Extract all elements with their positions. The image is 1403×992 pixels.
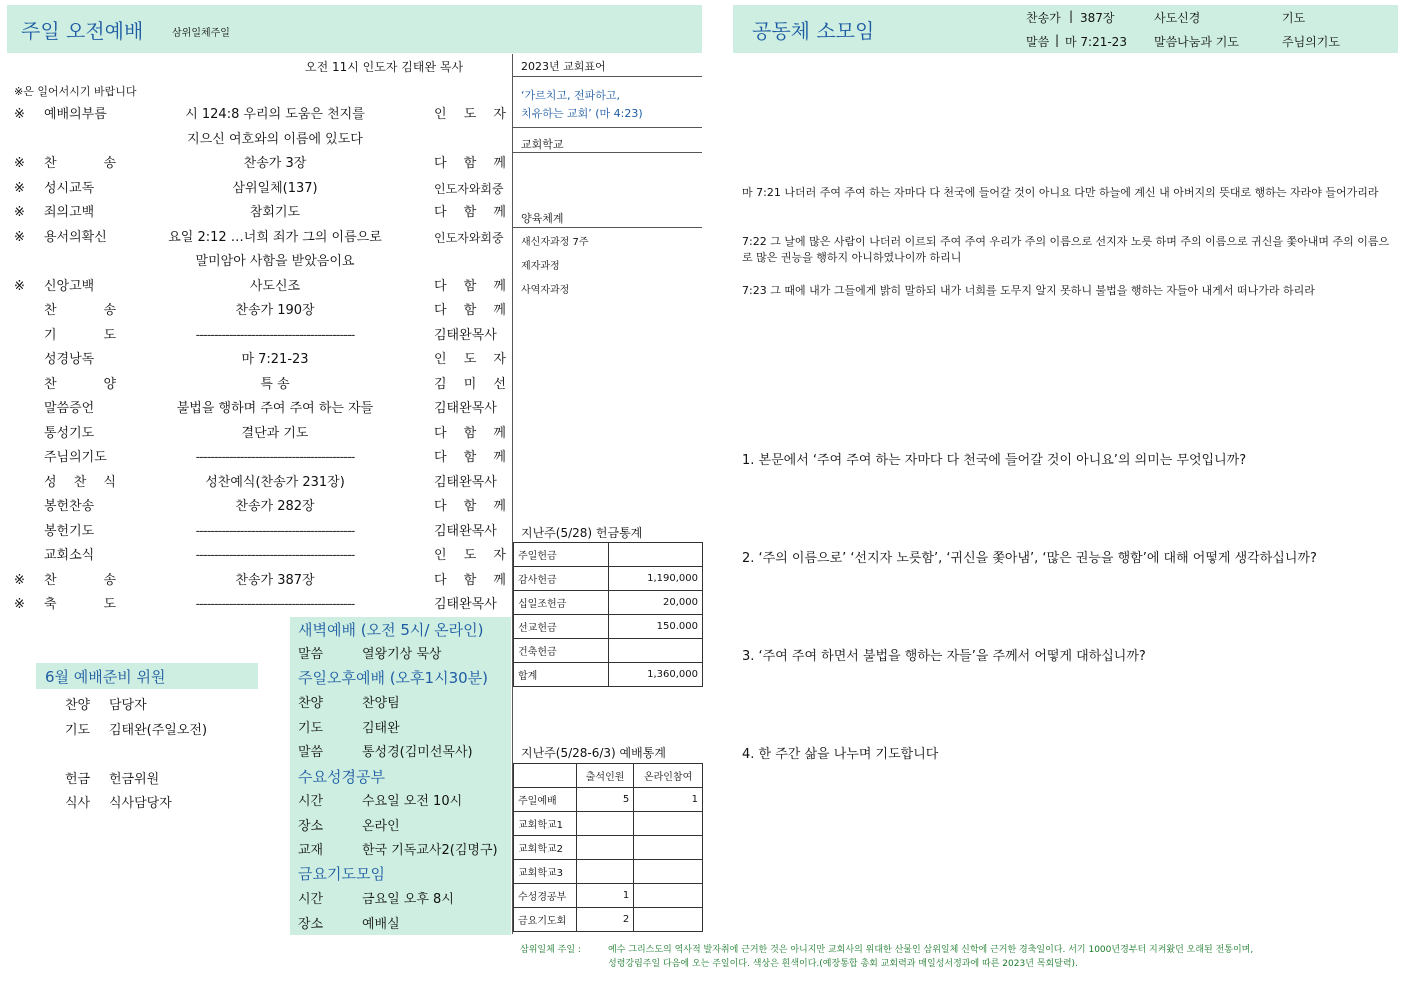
dawn-word-label: 말씀 [298,647,324,662]
order-item: 교회소식 [44,548,95,563]
order-content: ------------------------------------------- [195,548,355,563]
order-leader: 인도자와회중 [434,230,504,245]
order-row [0,397,512,421]
order-row [0,544,512,568]
order-item: 성경낭독 [44,352,95,367]
order-content: 요일 2:12 …너희 죄가 그의 이름으로 [168,229,382,245]
order-row [0,348,512,372]
service-value: 금요일 오후 8시 [362,892,454,907]
verse-23: 7:23 그 때에 내가 그들에게 밝히 말하되 내가 너희를 도무지 알지 못하니 불법을 행하는 자들아 내게서 떠나가라 하리라 [742,284,1315,297]
attendance-online [634,908,703,932]
left-header [7,5,702,53]
order-leader: 김태완목사 [434,523,497,539]
footnote-label: 삼위일체 주일 : [520,945,581,955]
lords-prayer: 주님의기도 [1282,35,1340,49]
order-content: 시 124:8 우리의 도움은 천지를 [185,107,365,122]
attendance-row [514,812,703,836]
question-4: 4. 한 주간 삶을 나누며 기도합니다 [742,747,939,762]
stand-mark: ※ [14,278,25,294]
offering-row [514,663,703,687]
order-item: 예배의부름 [44,107,107,122]
offering-row [514,543,703,567]
edu-item-1: 새신자과정 7주 [521,237,589,248]
hymn-value: 387장 [1080,11,1115,25]
motto-year: 2023년 교회표어 [521,60,606,73]
order-row [0,299,512,323]
offering-row [514,591,703,615]
attendance-online [634,836,703,860]
order-item: 찬 송 [44,156,116,171]
prep-name: 김태완(주일오전) [109,722,208,738]
order-item: 용서의확신 [44,229,107,245]
service-info: 오전 11시 인도자 김태완 목사 [305,60,464,74]
attendance-label: 수성경공부 [514,884,577,908]
attendance-online [634,860,703,884]
dawn-word: 열왕기상 묵상 [362,647,442,662]
order-item: 찬 양 [44,376,116,392]
question-1: 1. 본문에서 ‘주여 주여 하는 자마다 다 천국에 들어갈 것이 아니요’의 의미는 무엇입니까? [742,453,1247,468]
order-item: 기 도 [44,327,116,343]
offering-label: 선교헌금 [514,615,609,639]
offering-amount: 150.000 [609,615,703,639]
order-content: 말미암아 사함을 받았음이요 [195,254,355,269]
order-row [0,520,512,544]
question-2: 2. ‘주의 이름으로’ ‘선지자 노릇함’, ‘귀신을 쫓아냄’, ‘많은 권능을 행함’에 대해 어떻게 생각하십니까? [742,551,1317,566]
order-content: 찬송가 190장 [235,303,315,318]
footnote-line2: 성령강림주일 다음에 오는 주일이다. 색상은 흰색이다.(예장통합 총회 교회력과 매일성서정과에 따른 2023년 목회달력). [608,959,1078,969]
attendance-row [514,836,703,860]
order-leader: 다 함 께 [434,156,506,171]
stand-mark: ※ [14,597,25,612]
offering-row [514,615,703,639]
attendance-present: 2 [577,908,634,932]
order-leader: 인 도 자 [434,548,506,563]
wed-title: 수요성경공부 [298,768,385,786]
offering-amount: 20,000 [609,591,703,615]
page-subtitle: 삼위일체주일 [172,28,230,39]
attendance-row [514,860,703,884]
order-content: 결단과 기도 [241,425,309,441]
order-row [0,226,512,250]
offering-label: 건축헌금 [514,639,609,663]
order-leader: 다 함 께 [434,499,506,514]
order-leader: 김태완목사 [434,597,497,612]
prayer: 기도 [1282,11,1306,25]
attendance-title: 지난주(5/28-6/3) 예배통계 [521,746,666,760]
order-leader: 다 함 께 [434,425,506,441]
dawn-title: 새벽예배 (오전 5시/ 온라인) [298,621,484,639]
order-leader: 다 함 께 [434,278,506,294]
order-item: 봉헌기도 [44,523,95,539]
attendance-table [513,763,703,932]
service-value: 수요일 오전 10시 [362,794,463,809]
order-content: 사도신조 [249,278,301,294]
stand-mark: ※ [14,229,25,245]
order-content: 찬송가 282장 [235,499,315,514]
stand-mark: ※ [14,180,25,196]
order-row [0,275,512,299]
service-label: 시간 [298,794,324,809]
order-content: 삼위일체(137) [232,180,318,196]
separator: | [1055,33,1060,47]
order-item: 말씀증언 [44,401,95,416]
order-content: ------------------------------------------- [195,523,355,539]
attendance-present [577,836,634,860]
order-leader: 인도자와회중 [434,181,504,196]
service-label: 시간 [298,892,324,907]
service-value: 예배실 [362,916,400,932]
order-leader: 다 함 께 [434,450,506,465]
order-content: 불법을 행하며 주여 주여 하는 자들 [176,401,374,416]
service-value: 김태완 [362,720,400,736]
order-content: 마 7:21-23 [241,352,309,367]
order-item: 주님의기도 [44,450,107,465]
attendance-present: 5 [577,788,634,812]
word-value: 마 7:21-23 [1065,35,1127,49]
verse-22: 7:22 그 날에 많은 사람이 나더러 이르되 주여 주여 우리가 주의 이름으로 선지자 노릇 하며 주의 이름으로 귀신을 쫓아내며 주의 이름으로 많은 권능을 행하지 아니하였나이까 하리니 [742,235,1390,264]
offering-row [514,639,703,663]
attendance-online [634,884,703,908]
attendance-label: 교회학교3 [514,860,577,884]
order-row [0,446,512,470]
offering-amount: 1,190,000 [609,567,703,591]
order-row [0,250,512,274]
prep-role: 헌금 [65,771,91,787]
order-leader: 다 함 께 [434,572,506,588]
offering-amount [609,639,703,663]
motto-line1: ‘가르치고, 전파하고, [521,89,620,102]
attendance-row [514,908,703,932]
prep-committee-header [36,663,258,689]
order-row [0,569,512,593]
service-label: 장소 [298,916,324,932]
edu-item-2: 제자과정 [521,261,560,272]
attendance-label: 주일예배 [514,788,577,812]
order-leader: 김태완목사 [434,401,497,416]
attendance-label: 금요기도회 [514,908,577,932]
right-header [733,5,1398,53]
service-value: 온라인 [362,818,400,834]
prep-name: 식사담당자 [109,796,172,811]
stand-mark: ※ [14,156,25,171]
offering-title: 지난주(5/28) 헌금통계 [521,526,643,540]
order-content: 성찬예식(찬송가 231장) [205,474,345,490]
service-label: 장소 [298,818,324,834]
order-leader: 다 함 께 [434,205,506,220]
creed: 사도신경 [1154,11,1201,25]
page-title: 주일 오전예배 [21,19,144,43]
stand-mark: ※ [14,572,25,588]
stand-mark: ※ [14,205,25,220]
order-item: 축 도 [44,597,116,612]
separator: | [1069,9,1074,23]
attendance-header-row [514,764,703,788]
service-label: 기도 [298,720,324,736]
order-row [0,422,512,446]
order-content: 찬송가 387장 [235,572,315,588]
service-value: 한국 기독교사2(김명구) [362,843,498,858]
small-group-title: 공동체 소모임 [752,19,875,43]
fri-title: 금요기도모임 [298,865,385,883]
motto-line2: 치유하는 교회’ (마 4:23) [521,107,643,120]
order-item: 찬 송 [44,303,116,318]
offering-row [514,567,703,591]
order-content: 참회기도 [249,205,301,220]
order-content: ------------------------------------------- [195,597,355,612]
attendance-header [514,764,577,788]
order-item: 신앙고백 [44,278,95,294]
order-leader: 김태완목사 [434,474,497,490]
prep-name: 헌금위원 [109,771,160,787]
order-row [0,495,512,519]
edu-item-3: 사역자과정 [521,285,570,296]
school-label: 교회학교 [521,138,564,151]
order-leader: 다 함 께 [434,303,506,318]
service-label: 말씀 [298,745,324,760]
offering-label: 주일헌금 [514,543,609,567]
stand-mark: ※ [14,107,25,122]
order-content: 찬송가 3장 [243,156,307,171]
verse-21: 마 7:21 나더러 주여 주여 하는 자마다 다 천국에 들어갈 것이 아니요 다만 하늘에 계신 내 아버지의 뜻대로 행하는 자라야 들어가리라 [742,186,1379,199]
order-row [0,471,512,495]
order-row [0,201,512,225]
offering-amount: 1,360,000 [609,663,703,687]
offering-table [513,542,703,687]
footnote-line1: 예수 그리스도의 역사적 발자취에 근거한 것은 아니지만 교회사의 위대한 산물인 삼위일체 신학에 근거한 경축일이다. 서기 1000년경부터 지켜왔던 오래된 전통이며, [608,945,1254,955]
service-value: 통성경(김미선목사) [362,745,473,760]
prep-role: 찬양 [65,698,91,713]
service-value: 찬양팀 [362,696,400,711]
order-row [0,373,512,397]
order-leader: 인 도 자 [434,352,506,367]
prep-role: 기도 [65,722,91,738]
order-leader: 김태완목사 [434,327,497,343]
order-content: ------------------------------------------- [195,450,355,465]
order-content: 특 송 [260,376,290,392]
attendance-header: 출석인원 [577,764,634,788]
prep-role: 식사 [65,796,91,811]
order-content: ------------------------------------------- [195,327,355,343]
attendance-label: 교회학교2 [514,836,577,860]
prep-name: 담당자 [109,698,147,713]
word-label: 말씀 [1026,35,1050,49]
attendance-row [514,884,703,908]
order-item: 찬 송 [44,572,116,588]
order-row [0,177,512,201]
order-row [0,593,512,617]
offering-label: 감사헌금 [514,567,609,591]
order-row [0,152,512,176]
afternoon-title: 주일오후예배 (오후1시30분) [298,669,489,687]
question-3: 3. ‘주여 주여 하면서 불법을 행하는 자들’을 주께서 어떻게 대하십니까? [742,649,1146,664]
attendance-present: 1 [577,884,634,908]
service-label: 찬양 [298,696,324,711]
order-item: 통성기도 [44,425,95,441]
attendance-label: 교회학교1 [514,812,577,836]
order-item: 봉헌찬송 [44,499,95,514]
order-row [0,103,512,127]
hymn-label: 찬송가 [1026,11,1061,25]
order-content: 지으신 여호와의 이름에 있도다 [187,131,363,147]
offering-amount [609,543,703,567]
order-leader: 인 도 자 [434,107,506,122]
sharing: 말씀나눔과 기도 [1154,35,1239,49]
attendance-online: 1 [634,788,703,812]
offering-label: 합계 [514,663,609,687]
attendance-present [577,812,634,836]
attendance-present [577,860,634,884]
order-item: 성시교독 [44,180,95,196]
order-row [0,324,512,348]
stand-note: ※은 일어서시기 바랍니다 [14,85,137,98]
order-item: 성 찬 식 [44,474,116,490]
order-row [0,128,512,152]
order-item: 죄의고백 [44,205,95,220]
attendance-header: 온라인참여 [634,764,703,788]
education-label: 양육체계 [521,212,564,225]
attendance-online [634,812,703,836]
order-leader: 김 미 선 [434,376,506,392]
offering-label: 십일조헌금 [514,591,609,615]
prep-committee-title: 6월 예배준비 위원 [45,668,166,686]
attendance-row [514,788,703,812]
service-label: 교재 [298,843,324,858]
